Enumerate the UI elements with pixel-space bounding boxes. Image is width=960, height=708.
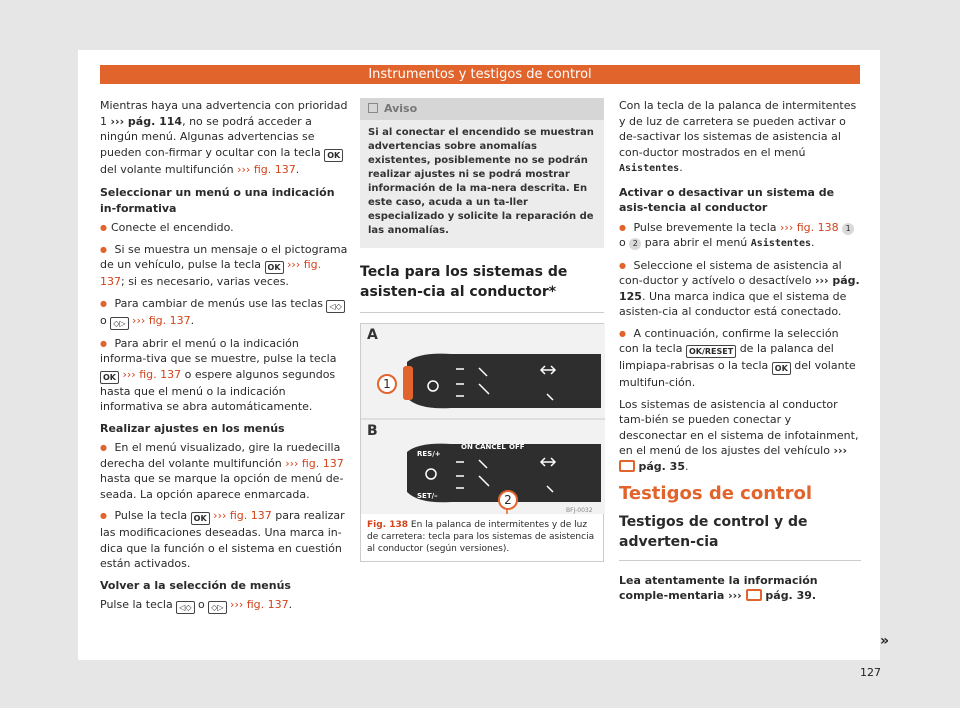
panel-label-a: A (367, 327, 378, 343)
bullet-item: ● Pulse brevemente la tecla ››› fig. 138 1 o 2 para abrir el menú Asistentes. (619, 220, 861, 252)
bullet-item: ● Para cambiar de menús use las teclas ◁◇ o ◇▷ ››› fig. 137. (100, 296, 348, 330)
page-link[interactable]: pág. 39 (765, 589, 812, 602)
arrow-right-key-icon: ◇▷ (208, 601, 226, 614)
ok-key-icon: OK (100, 371, 119, 384)
figure-138 (360, 323, 604, 513)
book-icon (619, 460, 635, 472)
bullet-item: ● Si se muestra un mensaje o el pictograma de un vehículo, pulse la tecla OK ››› fig. 137; si es necesario, varias veces. (100, 242, 348, 290)
column-right (619, 98, 861, 612)
ok-key-icon: OK (772, 362, 791, 375)
bullet-item: ● Para abrir el menú o la indicación informa-tiva que se muestre, pulse la tecla OK ››› fig. 137 o espere algunos segundos hasta que el menú o la indicación informativa se abra automáticamente. (100, 336, 348, 415)
panel-label-b: B (367, 423, 378, 439)
fig-link[interactable]: ››› fig. 137 (230, 598, 289, 611)
document-page (78, 50, 890, 679)
ok-key-icon: OK (324, 149, 343, 162)
fig-link[interactable]: ››› fig. 137 (122, 367, 182, 381)
arrow-left-key-icon: ◁◇ (326, 300, 344, 313)
lever-label-set: SET/– (417, 492, 438, 500)
notice-title: Aviso (360, 98, 604, 120)
figure-caption: Fig. 138 En la palanca de intermitentes y de luz de carretera: tecla para los sistemas de asistencia al conductor (según versiones). (360, 513, 604, 562)
heading-settings: Realizar ajustes en los menús (100, 421, 285, 435)
fig-link[interactable]: ››› fig. 138 (780, 220, 839, 234)
infotainment-paragraph: Los sistemas de asistencia al conductor tam-bién se pueden conectar y desconectar en el sistema de infotainment, en el menú de los ajustes del vehículo ››› pág. 35. (619, 397, 859, 473)
column-middle (360, 98, 604, 562)
ok-reset-key-icon: OK/RESET (686, 345, 736, 358)
menu-name: Asistentes (619, 163, 680, 174)
page-header: Instrumentos y testigos de control (100, 65, 860, 84)
section-title: Tecla para los sistemas de asisten-cia al conductor* (360, 262, 604, 313)
reference-paragraph: Lea atentamente la información comple-mentaria ››› pág. 39. (619, 573, 818, 602)
heading-back: Volver a la selección de menús (100, 578, 291, 592)
info-icon (368, 103, 378, 113)
lever-label-off: OFF (509, 443, 525, 451)
heading-toggle-system: Activar o desactivar un sistema de asis-tencia al conductor (619, 185, 835, 214)
callout-1: 1 (377, 374, 397, 394)
section-subtitle: Testigos de control y de adverten-cia (619, 512, 861, 561)
column-left (100, 98, 348, 622)
callout-ref-2: 2 (629, 238, 641, 250)
menu-name: Asistentes (750, 238, 811, 249)
lever-label-res: RES/+ (417, 450, 441, 458)
arrow-left-key-icon: ◁◇ (176, 601, 194, 614)
fig-link[interactable]: ››› fig. 137 (100, 258, 322, 288)
figure-code: BFJ-0032 (566, 507, 593, 514)
callout-ref-1: 1 (842, 223, 854, 235)
bullet-item: ● Seleccione el sistema de asistencia al con-ductor y actívelo o desactívelo ››› pág. 125. Una marca indica que el sistema de asisten-cia al conductor está conectado. (619, 258, 861, 320)
notice-body: Si al conectar el encendido se muestran advertencias sobre anomalías existentes, posiblemente no se podrán realizar ajustes ni se podrá mostrar información de la ma-nera descrita. En este caso, acuda a un ta-ller especializado y solicite la reparación de las anomalías. (368, 127, 594, 236)
ok-key-icon: OK (265, 261, 284, 274)
lever-label-cancel: CANCEL (475, 443, 506, 451)
heading-select-menu: Seleccionar un menú o una indicación in-formativa (100, 186, 335, 215)
notice-box (360, 98, 604, 248)
bullet-item: ● Conecte el encendido. (100, 220, 348, 236)
ok-key-icon: OK (191, 512, 210, 525)
page-number: 127 (860, 666, 881, 679)
book-icon (746, 589, 762, 601)
arrow-right-key-icon: ◇▷ (110, 317, 128, 330)
bullet-item: ● Pulse la tecla OK ››› fig. 137 para realizar las modificaciones deseadas. Una marca in-dica que la función o el sistema en cuestión están activados. (100, 508, 348, 572)
intro-paragraph: Mientras haya una advertencia con prioridad 1 ››› pág. 114, no se podrá acceder a ningún menú. Algunas advertencias se pueden con-firmar y ocultar con la tecla OK del volante multifunción ››› fig. 137. (100, 99, 348, 176)
page-link[interactable]: ››› pág. 125 (619, 274, 860, 303)
lever-label-on: ON (461, 443, 473, 451)
fig-link[interactable]: ››› fig. 137 (132, 313, 191, 327)
page-link[interactable]: pág. 35 (638, 459, 685, 473)
fig-link[interactable]: ››› fig. 137 (213, 509, 272, 522)
intro-paragraph: Con la tecla de la palanca de intermitentes y de luz de carretera se pueden activar o de-sactivar los sistemas de asistencia al con-ductor mostrados en el menú Asistentes. (619, 99, 857, 174)
lever-illustration (361, 324, 605, 514)
bullet-item: ● A continuación, confirme la selección con la tecla OK/RESET de la palanca del limpiapa-rabrisas o la tecla OK del volante multifun-ción. (619, 326, 861, 391)
chapter-title: Testigos de control (619, 483, 813, 504)
back-paragraph: Pulse la tecla ◁◇ o ◇▷ ››› fig. 137. (100, 598, 293, 612)
fig-link[interactable]: ››› fig. 137 (285, 456, 344, 470)
page-link[interactable]: ››› pág. 114 (110, 114, 183, 128)
continue-mark: » (880, 633, 890, 649)
callout-2: 2 (498, 490, 518, 510)
fig-link[interactable]: ››› fig. 137 (237, 162, 296, 176)
bullet-item: ● En el menú visualizado, gire la ruedecilla derecha del volante multifunción ››› fig. 137 hasta que se marque la opción de menú de-seada. La opción aparece enmarcada. (100, 440, 348, 502)
